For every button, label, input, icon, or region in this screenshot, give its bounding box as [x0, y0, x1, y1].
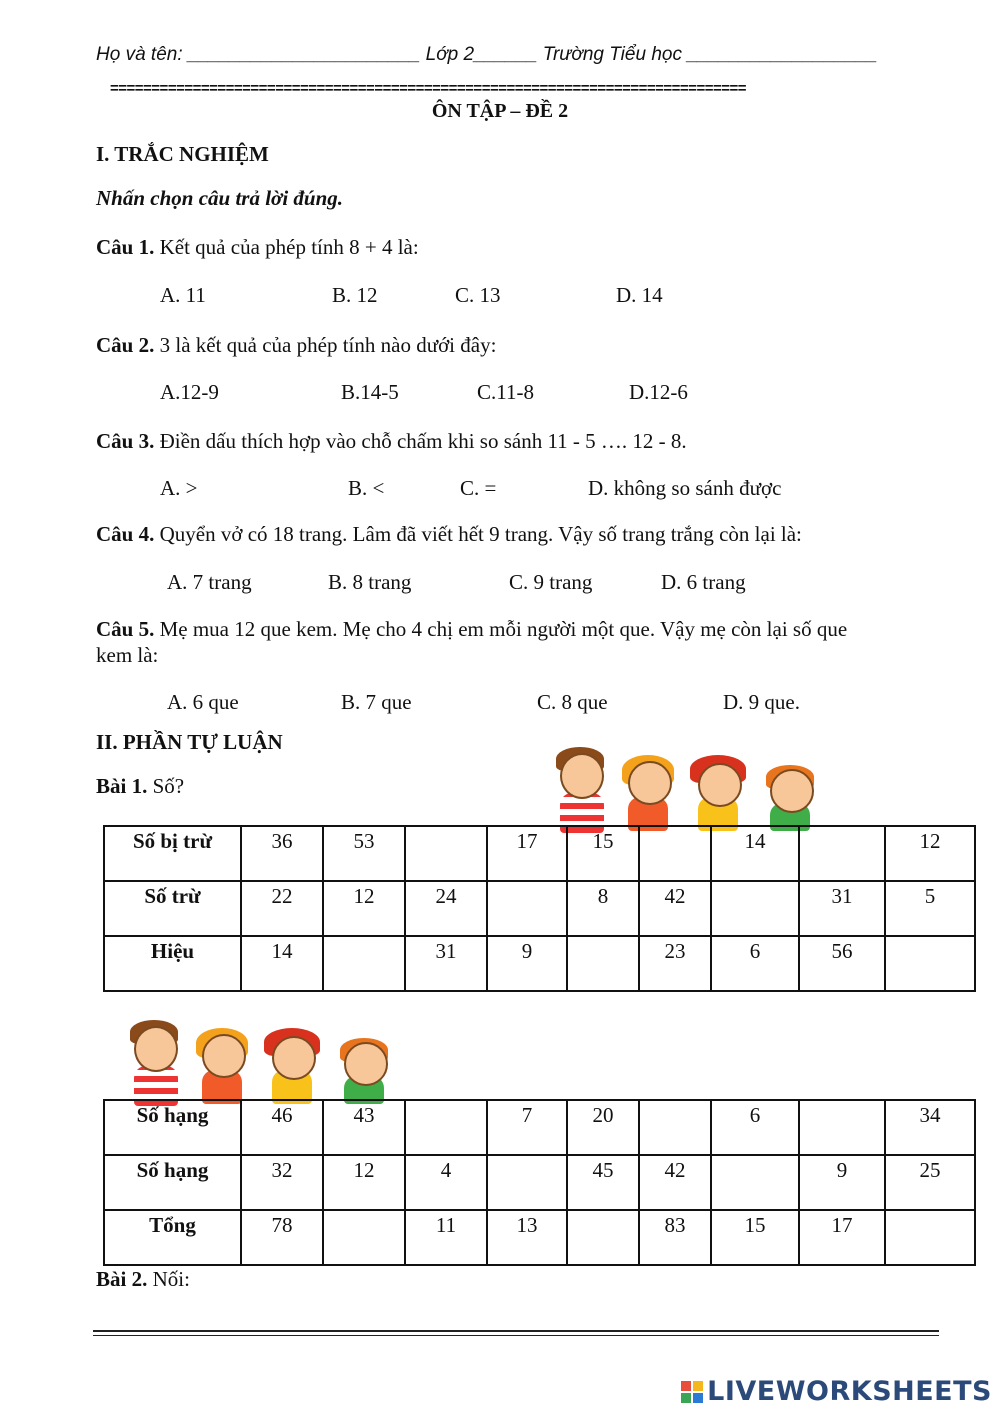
table-cell: 36 — [241, 826, 323, 881]
logo-icon — [681, 1381, 703, 1403]
table-cell: 32 — [241, 1155, 323, 1210]
answer-option[interactable]: A. 7 trang — [167, 570, 252, 594]
row-label: Số hạng — [104, 1100, 241, 1155]
row-label: Số hạng — [104, 1155, 241, 1210]
answer-cell[interactable] — [711, 881, 799, 936]
table-cell: 11 — [405, 1210, 487, 1265]
answer-option[interactable]: A. 6 que — [167, 690, 239, 714]
answer-option[interactable]: C.11-8 — [477, 380, 534, 404]
exercise-2-title — [96, 1266, 896, 1292]
exercise-text: Số? — [147, 774, 185, 798]
row-label: Tổng — [104, 1210, 241, 1265]
table-cell: 24 — [405, 881, 487, 936]
children-illustration — [104, 1018, 414, 1103]
question-label: Câu 4. — [96, 522, 155, 546]
table-cell: 83 — [639, 1210, 711, 1265]
question-text: Quyển vở có 18 trang. Lâm đã viết hết 9 trang. Vậy số trang trắng còn lại là: — [154, 522, 802, 546]
table-cell: 17 — [487, 826, 567, 881]
question-5 — [96, 616, 886, 668]
answer-cell[interactable] — [487, 1155, 567, 1210]
footer-divider — [93, 1335, 939, 1336]
answer-option[interactable]: B. < — [348, 476, 385, 500]
answer-option[interactable]: A. 11 — [160, 283, 206, 307]
section-heading-multiple-choice: I. TRẮC NGHIỆM — [96, 142, 269, 166]
answer-cell[interactable] — [323, 936, 405, 991]
table-row — [104, 881, 975, 936]
answer-option[interactable]: B. 7 que — [341, 690, 412, 714]
answer-option[interactable]: D. 9 que. — [723, 690, 800, 714]
table-cell: 6 — [711, 1100, 799, 1155]
answer-option[interactable]: C. 8 que — [537, 690, 608, 714]
table-cell: 12 — [323, 1155, 405, 1210]
row-label: Số bị trừ — [104, 826, 241, 881]
question-1 — [96, 234, 896, 260]
table-cell: 43 — [323, 1100, 405, 1155]
table-cell: 56 — [799, 936, 885, 991]
answer-option[interactable]: C. 13 — [455, 283, 501, 307]
answer-option[interactable]: D. 14 — [616, 283, 663, 307]
children-illustration — [530, 745, 840, 830]
answer-option[interactable]: A.12-9 — [160, 380, 219, 404]
answer-cell[interactable] — [799, 826, 885, 881]
section-heading-essay: II. PHẦN TỰ LUẬN — [96, 730, 283, 754]
table-cell: 15 — [567, 826, 639, 881]
question-label: Câu 1. — [96, 235, 155, 259]
answer-option[interactable]: B.14-5 — [341, 380, 399, 404]
question-label: Câu 2. — [96, 333, 155, 357]
table-cell: 34 — [885, 1100, 975, 1155]
table-cell: 20 — [567, 1100, 639, 1155]
answer-option[interactable]: D. không so sánh được — [588, 476, 782, 500]
table-cell: 53 — [323, 826, 405, 881]
row-label: Số trừ — [104, 881, 241, 936]
exercise-label: Bài 2. — [96, 1267, 148, 1291]
answer-option[interactable]: D. 6 trang — [661, 570, 746, 594]
question-text: 3 là kết quả của phép tính nào dưới đây: — [154, 333, 497, 357]
table-cell: 4 — [405, 1155, 487, 1210]
separator-line: ============================================================================= — [110, 80, 747, 97]
table-row — [104, 826, 975, 881]
table-cell: 22 — [241, 881, 323, 936]
table-cell: 5 — [885, 881, 975, 936]
answer-cell[interactable] — [639, 826, 711, 881]
answer-option[interactable]: D.12-6 — [629, 380, 688, 404]
answer-cell[interactable] — [639, 1100, 711, 1155]
table-row — [104, 936, 975, 991]
table-cell: 12 — [885, 826, 975, 881]
table-cell: 14 — [241, 936, 323, 991]
answer-cell[interactable] — [323, 1210, 405, 1265]
answer-cell[interactable] — [405, 826, 487, 881]
question-4 — [96, 521, 916, 547]
question-text: Mẹ mua 12 que kem. Mẹ cho 4 chị em mỗi người một que. Vậy mẹ còn lại số que kem là: — [96, 617, 848, 667]
table-cell: 42 — [639, 1155, 711, 1210]
table-cell: 31 — [405, 936, 487, 991]
table-cell: 15 — [711, 1210, 799, 1265]
answer-cell[interactable] — [799, 1100, 885, 1155]
table-cell: 78 — [241, 1210, 323, 1265]
table-row — [104, 1100, 975, 1155]
table-cell: 9 — [799, 1155, 885, 1210]
answer-cell[interactable] — [487, 881, 567, 936]
instruction-text: Nhấn chọn câu trả lời đúng. — [96, 186, 344, 210]
table-cell: 9 — [487, 936, 567, 991]
table-cell: 46 — [241, 1100, 323, 1155]
table-cell: 14 — [711, 826, 799, 881]
footer-divider — [93, 1330, 939, 1332]
table-row — [104, 1155, 975, 1210]
table-cell: 31 — [799, 881, 885, 936]
table-cell: 42 — [639, 881, 711, 936]
question-3 — [96, 428, 896, 454]
table-cell: 12 — [323, 881, 405, 936]
answer-option[interactable]: B. 8 trang — [328, 570, 412, 594]
question-text: Kết quả của phép tính 8 + 4 là: — [154, 235, 419, 259]
answer-cell[interactable] — [405, 1100, 487, 1155]
table-cell: 17 — [799, 1210, 885, 1265]
table-cell: 6 — [711, 936, 799, 991]
table-cell: 23 — [639, 936, 711, 991]
answer-cell[interactable] — [567, 1210, 639, 1265]
brand-name: LIVEWORKSHEETS — [707, 1376, 992, 1407]
table-cell: 8 — [567, 881, 639, 936]
table-cell: 45 — [567, 1155, 639, 1210]
subtraction-table — [103, 825, 976, 992]
answer-cell[interactable] — [567, 936, 639, 991]
exercise-label: Bài 1. — [96, 774, 148, 798]
student-info-line: Họ và tên: ______________________ Lớp 2______ Trường Tiểu học __________________ — [96, 44, 878, 65]
table-cell: 13 — [487, 1210, 567, 1265]
page-title: ÔN TẬP – ĐỀ 2 — [431, 100, 569, 122]
table-cell: 7 — [487, 1100, 567, 1155]
question-label: Câu 5. — [96, 617, 155, 641]
answer-option[interactable]: A. > — [160, 476, 198, 500]
answer-option[interactable]: C. = — [460, 476, 497, 500]
exercise-text: Nối: — [147, 1267, 190, 1291]
answer-cell[interactable] — [885, 1210, 975, 1265]
answer-cell[interactable] — [885, 936, 975, 991]
answer-option[interactable]: B. 12 — [332, 283, 378, 307]
question-2 — [96, 332, 896, 358]
row-label: Hiệu — [104, 936, 241, 991]
question-text: Điền dấu thích hợp vào chỗ chấm khi so sánh 11 - 5 …. 12 - 8. — [154, 429, 687, 453]
answer-option[interactable]: C. 9 trang — [509, 570, 593, 594]
addition-table — [103, 1099, 976, 1266]
table-cell: 25 — [885, 1155, 975, 1210]
liveworksheets-logo — [681, 1376, 992, 1407]
table-row — [104, 1210, 975, 1265]
question-label: Câu 3. — [96, 429, 155, 453]
answer-cell[interactable] — [711, 1155, 799, 1210]
